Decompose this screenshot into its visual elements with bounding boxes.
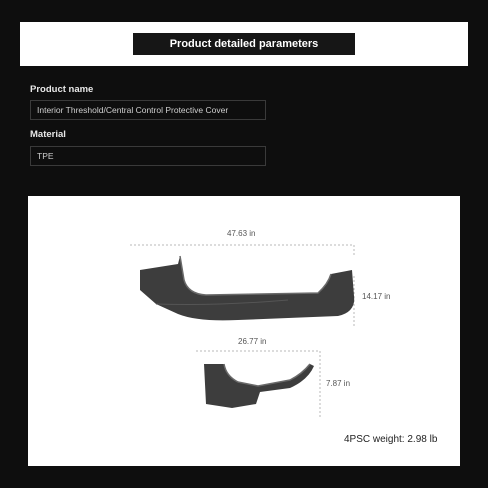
material-label: Material [30,129,66,140]
product-name-field: Interior Threshold/Central Control Protective Cover [30,100,266,120]
small-width-label: 26.77 in [238,337,267,346]
page-title: Product detailed parameters [133,33,355,55]
product-image-panel [28,196,460,466]
header-band [20,22,468,66]
large-width-label: 47.63 in [227,229,256,238]
weight-label: 4PSC weight: 2.98 lb [344,434,438,445]
material-field: TPE [30,146,266,166]
product-name-label: Product name [30,84,94,95]
large-height-label: 14.17 in [362,292,391,301]
small-height-label: 7.87 in [326,379,351,388]
